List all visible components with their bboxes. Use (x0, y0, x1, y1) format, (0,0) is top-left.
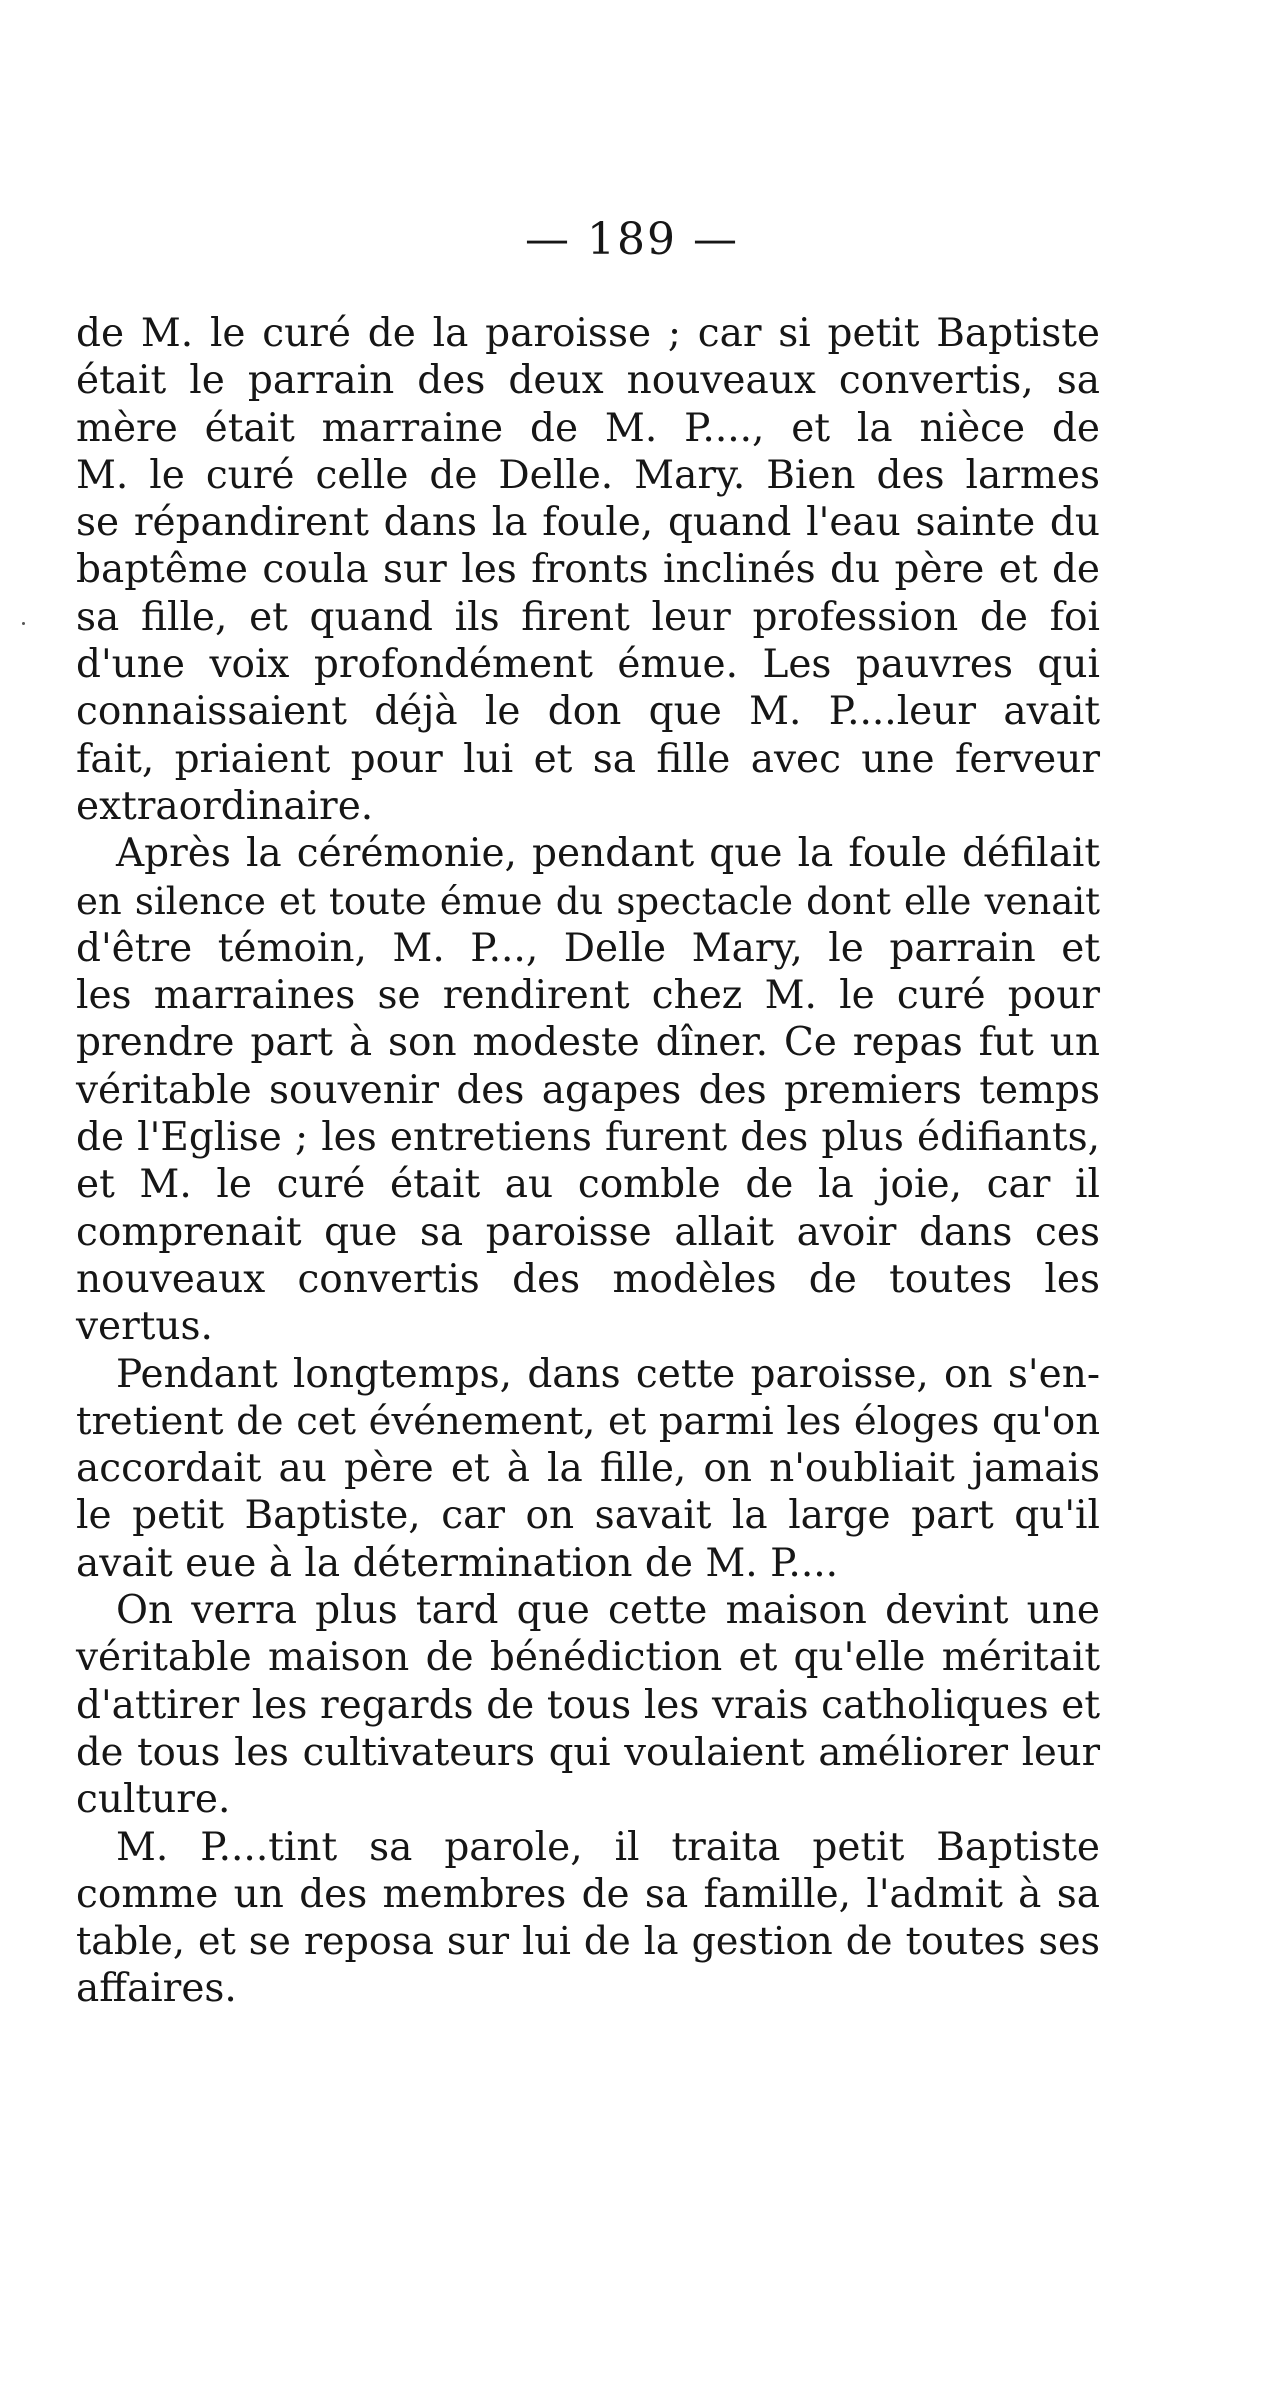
text-line: On verra plus tard que cette maison devint une (116, 1588, 1100, 1634)
text-line: véritable souvenir des agapes des premiers temps (76, 1067, 1100, 1113)
text-line: nouveaux convertis des modèles de toutes les (76, 1256, 1100, 1302)
text-line: comme un des membres de sa famille, l'admit à sa (76, 1871, 1100, 1917)
text-line: comprenait que sa paroisse allait avoir dans ces (76, 1209, 1100, 1255)
text-line: mère était marraine de M. P...., et la nièce de (76, 405, 1100, 451)
text-line: fait, priaient pour lui et sa fille avec une ferveur (76, 736, 1100, 782)
text-line: M. P....tint sa parole, il traita petit Baptiste (116, 1824, 1100, 1870)
page-text (76, 310, 1100, 2013)
text-line: était le parrain des deux nouveaux convertis, sa (76, 358, 1100, 404)
text-line: extraordinaire. (76, 783, 374, 829)
page-number: — 189 — (525, 214, 739, 265)
text-line: se répandirent dans la foule, quand l'eau sainte du (76, 500, 1100, 546)
text-line: avait eue à la détermination de M. P.... (76, 1540, 839, 1586)
text-line: véritable maison de bénédiction et qu'elle méritait (76, 1635, 1100, 1681)
text-line: affaires. (76, 1966, 237, 2012)
text-line: les marraines se rendirent chez M. le curé pour (76, 973, 1100, 1019)
text-line: table, et se reposa sur lui de la gestion de toutes ses (76, 1919, 1100, 1964)
text-line: vertus. (76, 1304, 213, 1350)
text-line: d'attirer les regards de tous les vrais catholiques et (76, 1682, 1100, 1728)
text-line: M. le curé celle de Delle. Mary. Bien des larmes (76, 452, 1100, 498)
text-line: en silence et toute émue du spectacle dont elle venait (76, 879, 1100, 923)
text-line: de tous les cultivateurs qui voulaient améliorer leur (76, 1729, 1100, 1775)
text-line: connaissaient déjà le don que M. P....leur avait (76, 689, 1100, 735)
text-line: le petit Baptiste, car on savait la large part qu'il (76, 1493, 1100, 1539)
text-line: tretient de cet événement, et parmi les éloges qu'on (76, 1398, 1100, 1444)
text-line: culture. (76, 1777, 231, 1823)
text-line: prendre part à son modeste dîner. Ce repas fut un (76, 1020, 1100, 1066)
text-line: sa fille, et quand ils firent leur profession de foi (76, 594, 1100, 640)
text-line: Pendant longtemps, dans cette paroisse, on s'en- (116, 1351, 1100, 1397)
text-line: d'être témoin, M. P..., Delle Mary, le parrain et (76, 925, 1100, 971)
text-line: baptême coula sur les fronts inclinés du père et de (76, 547, 1100, 593)
text-line: accordait au père et à la fille, on n'oubliait jamais (76, 1446, 1100, 1492)
text-line: d'une voix profondément émue. Les pauvres qui (76, 642, 1100, 688)
text-line: et M. le curé était au comble de la joie, car il (76, 1162, 1100, 1208)
print-speck (22, 622, 25, 625)
text-line: de l'Eglise ; les entretiens furent des plus édifiants, (76, 1115, 1100, 1161)
text-line: de M. le curé de la paroisse ; car si petit Baptiste (76, 311, 1100, 356)
text-line: Après la cérémonie, pendant que la foule défilait (116, 831, 1100, 877)
